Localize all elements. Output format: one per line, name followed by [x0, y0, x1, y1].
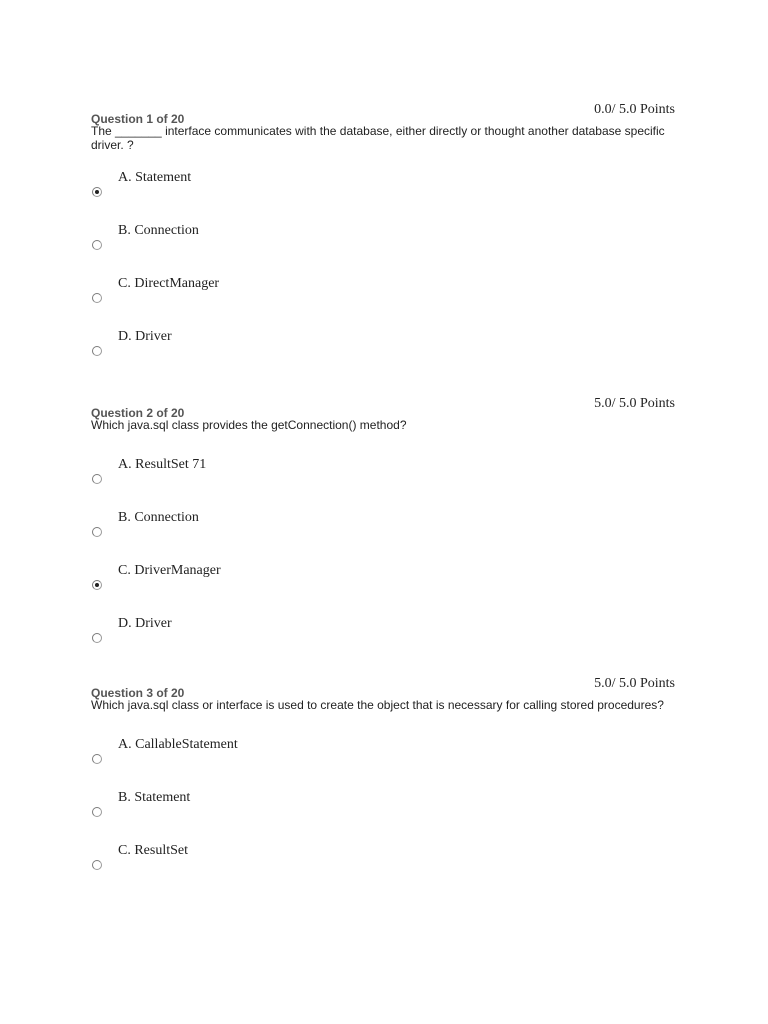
question-number: Question 2 of 20	[91, 406, 185, 420]
option-b[interactable]	[91, 223, 675, 276]
option-label: C. DriverManager	[118, 563, 221, 578]
option-a[interactable]	[91, 457, 675, 510]
question-points: 5.0/ 5.0 Points	[594, 676, 675, 691]
option-b[interactable]	[91, 510, 675, 563]
option-label: A. CallableStatement	[118, 737, 238, 752]
option-b[interactable]	[91, 790, 675, 843]
answer-options	[91, 737, 675, 896]
answer-options	[91, 170, 675, 382]
option-c[interactable]	[91, 276, 675, 329]
radio-button[interactable]	[92, 860, 102, 870]
question-2	[91, 396, 675, 669]
radio-button[interactable]	[92, 527, 102, 537]
question-text: The _______ interface communicates with the database, either directly or thought another database specific driver. ?	[91, 124, 665, 152]
option-c[interactable]	[91, 843, 675, 896]
radio-button[interactable]	[92, 580, 102, 590]
option-d[interactable]	[91, 616, 675, 669]
question-points: 5.0/ 5.0 Points	[594, 396, 675, 411]
option-label: B. Statement	[118, 790, 191, 805]
radio-button[interactable]	[92, 240, 102, 250]
radio-button[interactable]	[92, 633, 102, 643]
question-points: 0.0/ 5.0 Points	[594, 102, 675, 117]
option-label: B. Connection	[118, 510, 199, 525]
option-label: D. Driver	[118, 329, 172, 344]
option-label: D. Driver	[118, 616, 172, 631]
option-label: A. ResultSet 71	[118, 457, 207, 472]
question-number: Question 1 of 20	[91, 112, 185, 126]
question-number: Question 3 of 20	[91, 686, 185, 700]
option-a[interactable]	[91, 737, 675, 790]
radio-button[interactable]	[92, 754, 102, 764]
option-label: A. Statement	[118, 170, 192, 185]
question-text: Which java.sql class provides the getConnection() method?	[91, 418, 407, 432]
option-c[interactable]	[91, 563, 675, 616]
radio-button[interactable]	[92, 807, 102, 817]
option-label: C. DirectManager	[118, 276, 220, 291]
radio-button[interactable]	[92, 474, 102, 484]
option-a[interactable]	[91, 170, 675, 223]
option-label: C. ResultSet	[118, 843, 189, 858]
radio-button[interactable]	[92, 293, 102, 303]
radio-button[interactable]	[92, 187, 102, 197]
question-header	[91, 396, 675, 420]
question-header	[91, 676, 675, 700]
option-d[interactable]	[91, 329, 675, 382]
radio-button[interactable]	[92, 346, 102, 356]
question-text: Which java.sql class or interface is used to create the object that is necessary for calling stored procedures?	[91, 698, 664, 712]
option-label: B. Connection	[118, 223, 199, 238]
question-header	[91, 102, 675, 126]
answer-options	[91, 457, 675, 669]
question-1	[91, 102, 675, 382]
question-3	[91, 676, 675, 896]
